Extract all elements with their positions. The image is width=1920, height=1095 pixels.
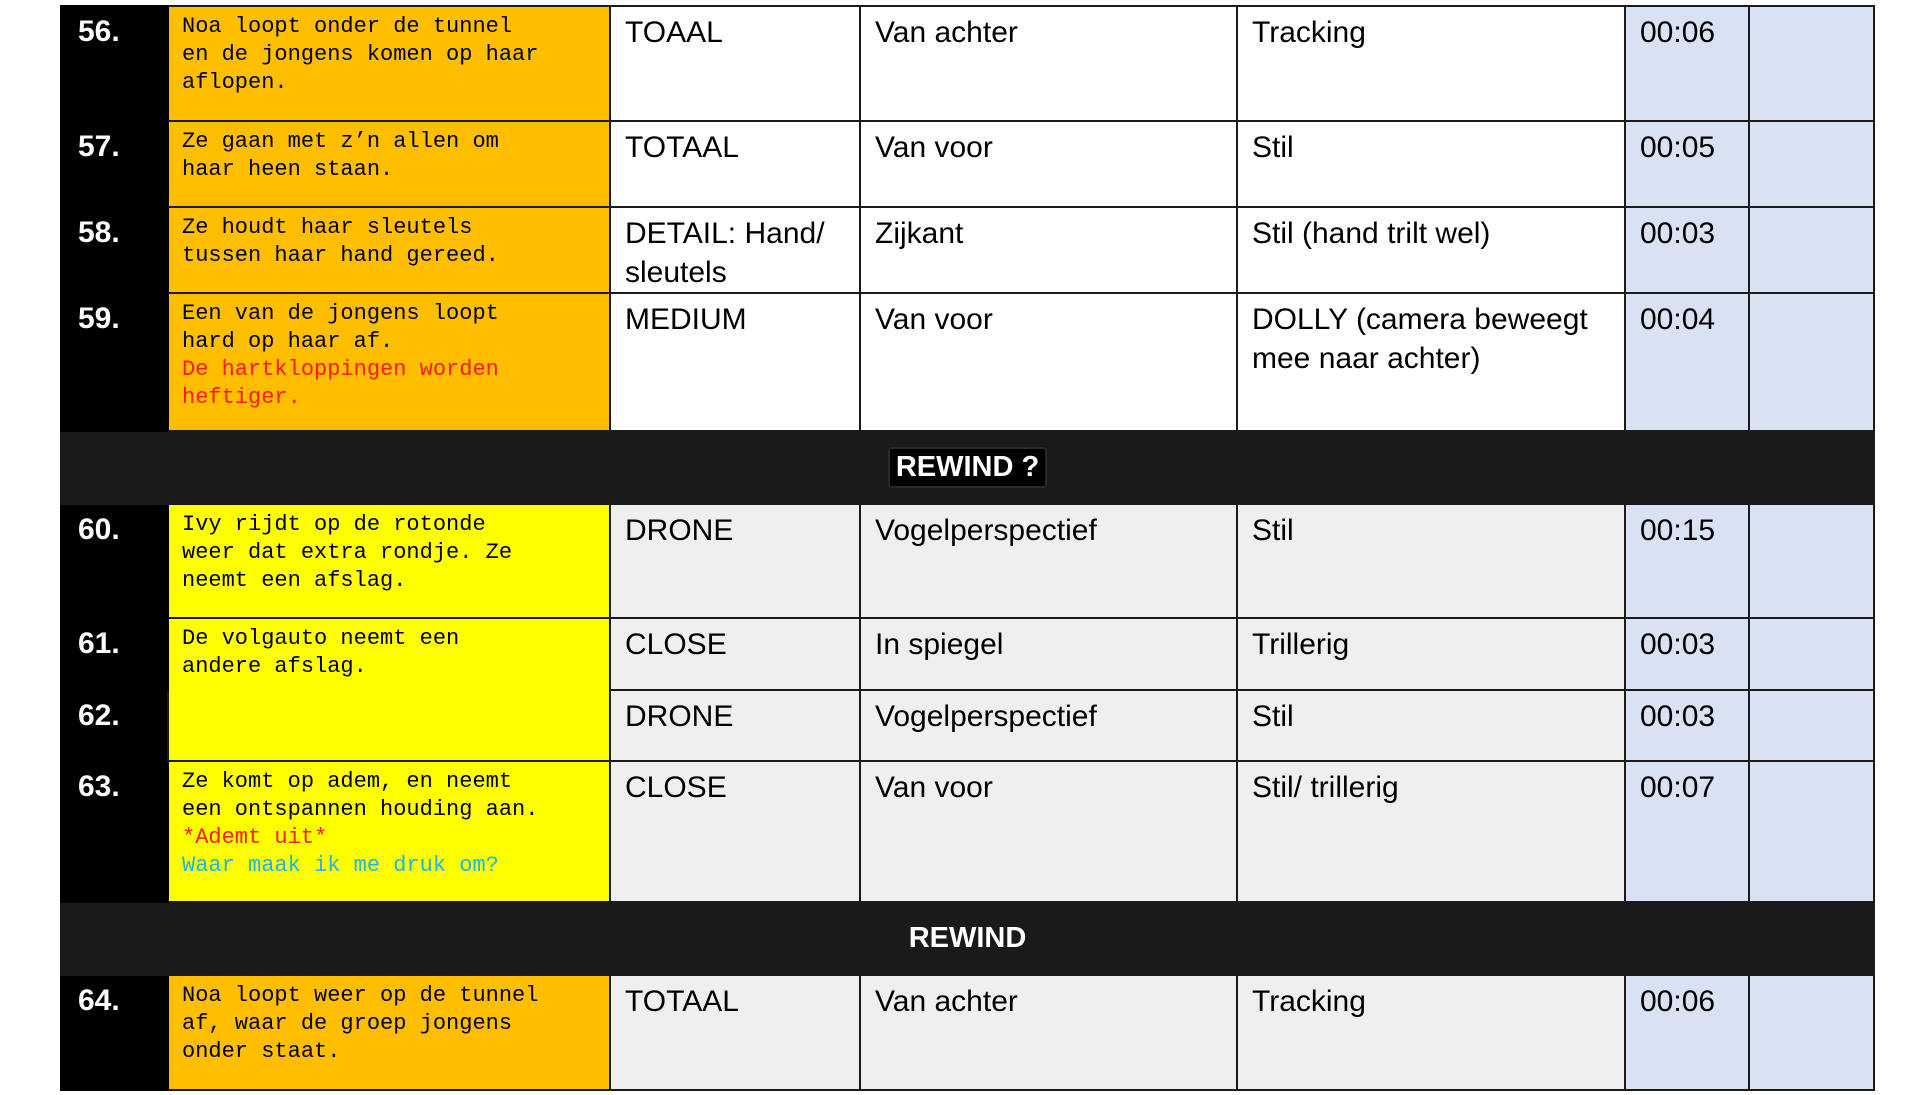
- shot-number: 61.: [61, 618, 168, 690]
- shot-description: [168, 6, 610, 121]
- camera-movement: DOLLY (camera beweegt mee naar achter): [1237, 293, 1625, 431]
- shot-number: 57.: [61, 121, 168, 207]
- description-line: af, waar de groep jongens: [182, 1011, 513, 1036]
- camera-angle: Zijkant: [860, 207, 1237, 293]
- description-line: haar heen staan.: [182, 157, 394, 182]
- shot-description: [168, 761, 610, 902]
- description-line: onder staat.: [182, 1039, 341, 1064]
- camera-angle: Vogelperspectief: [860, 690, 1237, 761]
- notes-cell: [1749, 618, 1874, 690]
- shot-type: MEDIUM: [610, 293, 860, 431]
- description-line: Noa loopt onder de tunnel: [182, 14, 513, 39]
- shot-description: [168, 293, 610, 431]
- description-line: Ivy rijdt op de rotonde: [182, 512, 486, 537]
- shot-duration: 00:03: [1625, 207, 1749, 293]
- camera-movement: Stil/ trillerig: [1237, 761, 1625, 902]
- description-line: en de jongens komen op haar: [182, 42, 539, 67]
- shot-type: TOTAAL: [610, 121, 860, 207]
- shot-duration: 00:03: [1625, 690, 1749, 761]
- shot-description: [168, 207, 610, 293]
- camera-angle: In spiegel: [860, 618, 1237, 690]
- shot-duration: 00:15: [1625, 504, 1749, 618]
- notes-cell: [1749, 6, 1874, 121]
- section-separator: [61, 902, 1874, 975]
- shot-duration: 00:04: [1625, 293, 1749, 431]
- shot-number: 58.: [61, 207, 168, 293]
- notes-cell: [1749, 975, 1874, 1090]
- shot-type: DRONE: [610, 690, 860, 761]
- shot-duration: 00:05: [1625, 121, 1749, 207]
- separator-cell: [61, 431, 1874, 504]
- separator-cell: [61, 902, 1874, 975]
- camera-angle: Van voor: [860, 293, 1237, 431]
- camera-movement: Stil (hand trilt wel): [1237, 207, 1625, 293]
- description-line: heftiger.: [182, 385, 301, 410]
- shot-number: 62.: [61, 690, 168, 761]
- description-line: hard op haar af.: [182, 329, 394, 354]
- notes-cell: [1749, 504, 1874, 618]
- camera-movement: Tracking: [1237, 975, 1625, 1090]
- shot-type: CLOSE: [610, 761, 860, 902]
- camera-movement: Stil: [1237, 121, 1625, 207]
- shot-number: 63.: [61, 761, 168, 902]
- shot-row: [61, 504, 1874, 618]
- camera-angle: Van voor: [860, 761, 1237, 902]
- shot-type: DRONE: [610, 504, 860, 618]
- camera-angle: Vogelperspectief: [860, 504, 1237, 618]
- notes-cell: [1749, 121, 1874, 207]
- camera-movement: Stil: [1237, 690, 1625, 761]
- description-line: tussen haar hand gereed.: [182, 243, 499, 268]
- camera-angle: Van voor: [860, 121, 1237, 207]
- description-line: Ze komt op adem, en neemt: [182, 769, 513, 794]
- notes-cell: [1749, 207, 1874, 293]
- shot-row: [61, 207, 1874, 293]
- shot-row: [61, 618, 1874, 690]
- description-line: Een van de jongens loopt: [182, 301, 499, 326]
- description-line: De hartkloppingen worden: [182, 357, 499, 382]
- shot-duration: 00:03: [1625, 618, 1749, 690]
- camera-angle: Van achter: [860, 6, 1237, 121]
- notes-cell: [1749, 761, 1874, 902]
- shot-row: [61, 975, 1874, 1090]
- shot-description: [168, 121, 610, 207]
- section-separator: [61, 431, 1874, 504]
- shot-number: 56.: [61, 6, 168, 121]
- description-line: Ze houdt haar sleutels: [182, 215, 473, 240]
- notes-cell: [1749, 690, 1874, 761]
- shot-number: 60.: [61, 504, 168, 618]
- description-line: aflopen.: [182, 70, 288, 95]
- description-line: weer dat extra rondje. Ze: [182, 540, 513, 565]
- notes-cell: [1749, 293, 1874, 431]
- shot-type: CLOSE: [610, 618, 860, 690]
- description-line: andere afslag.: [182, 654, 367, 679]
- description-line: De volgauto neemt een: [182, 626, 460, 651]
- shot-duration: 00:06: [1625, 6, 1749, 121]
- shot-row: [61, 6, 1874, 121]
- shot-number: 59.: [61, 293, 168, 431]
- shot-row: [61, 293, 1874, 431]
- shot-list-body: [61, 6, 1874, 1090]
- shot-description: [168, 618, 610, 761]
- description-line: Ze gaan met z’n allen om: [182, 129, 499, 154]
- separator-label: REWIND: [908, 922, 1027, 954]
- description-line: een ontspannen houding aan.: [182, 797, 539, 822]
- shot-list-table: [60, 5, 1875, 1091]
- description-line: Noa loopt weer op de tunnel: [182, 983, 539, 1008]
- shot-description: [168, 975, 610, 1090]
- shot-type: TOAAL: [610, 6, 860, 121]
- shot-type: TOTAAL: [610, 975, 860, 1090]
- shot-description: [168, 504, 610, 618]
- shot-row: [61, 761, 1874, 902]
- shot-duration: 00:07: [1625, 761, 1749, 902]
- camera-movement: Trillerig: [1237, 618, 1625, 690]
- camera-movement: Tracking: [1237, 6, 1625, 121]
- description-line: Waar maak ik me druk om?: [182, 853, 499, 878]
- description-line: *Ademt uit*: [182, 825, 328, 850]
- shot-type: DETAIL: Hand/ sleutels: [610, 207, 860, 293]
- separator-label: REWIND ?: [890, 449, 1045, 486]
- camera-movement: Stil: [1237, 504, 1625, 618]
- camera-angle: Van achter: [860, 975, 1237, 1090]
- shot-duration: 00:06: [1625, 975, 1749, 1090]
- shot-number: 64.: [61, 975, 168, 1090]
- description-line: neemt een afslag.: [182, 568, 407, 593]
- shot-row: [61, 121, 1874, 207]
